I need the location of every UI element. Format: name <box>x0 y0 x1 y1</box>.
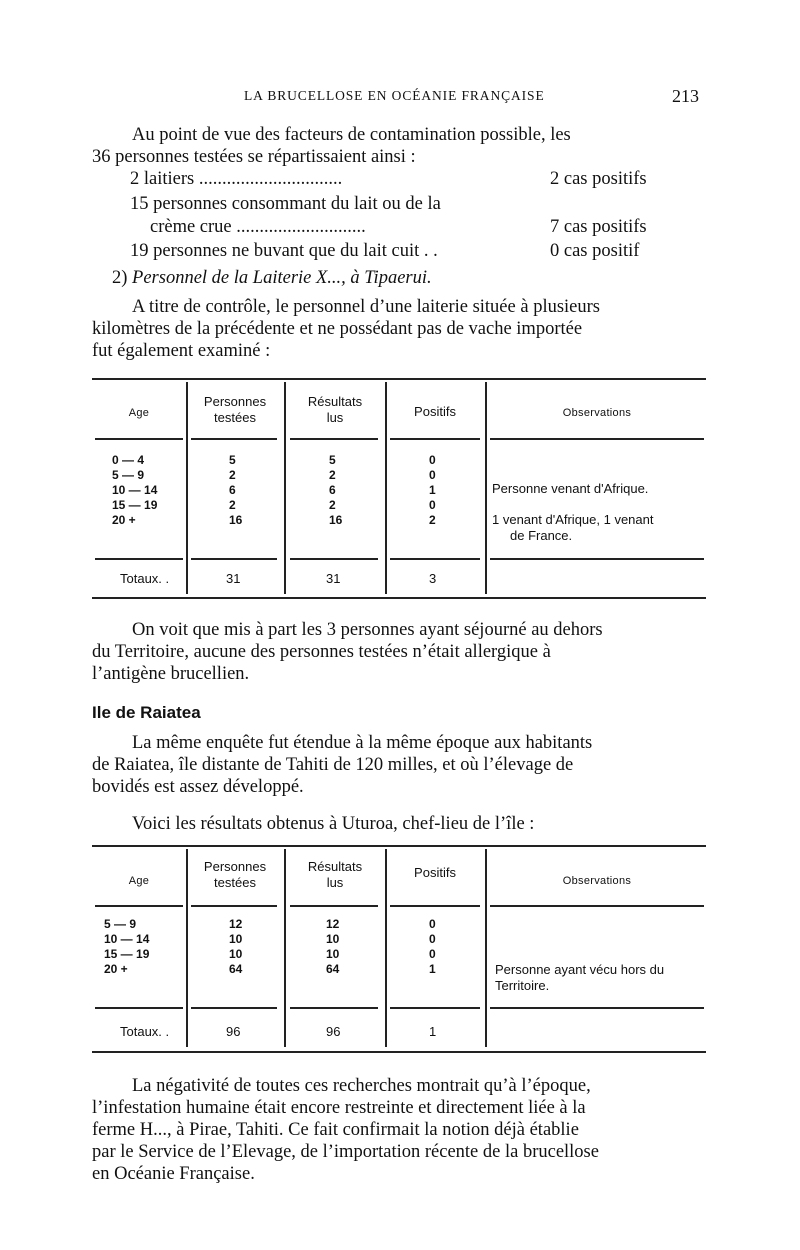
header-age: Age <box>128 407 150 419</box>
header-positives: Positifs <box>414 404 456 419</box>
age-column <box>104 917 149 977</box>
factor-result: 2 cas positifs <box>550 169 647 189</box>
control-line: A titre de contrôle, le personnel d’une laiterie située à plusieurs <box>132 297 600 317</box>
positives-column <box>429 917 436 977</box>
read-cell: 12 <box>326 917 340 931</box>
page-number: 213 <box>672 86 699 106</box>
control-line: fut également examiné : <box>92 341 271 361</box>
raiatea-line: bovidés est assez développé. <box>92 777 304 797</box>
positives-cell: 2 <box>429 513 436 527</box>
tested-cell: 6 <box>229 483 236 497</box>
positives-cell: 1 <box>429 962 436 976</box>
age-cell: 5 — 9 <box>112 468 145 482</box>
raiatea-line: La même enquête fut étendue à la même époque aux habitants <box>132 733 593 753</box>
header-persons: Personnes testées <box>203 859 267 890</box>
factor-label: 15 personnes consommant du lait ou de la <box>130 194 441 214</box>
totals-read: 96 <box>326 1024 341 1039</box>
totals-positives: 3 <box>429 571 437 586</box>
totals-label: Totaux. . <box>120 571 170 586</box>
section-number: 2) <box>112 268 128 288</box>
tested-column <box>229 917 242 977</box>
totals-label: Totaux. . <box>120 1024 170 1039</box>
final-paragraph <box>92 1075 708 1185</box>
island-heading: Ile de Raiatea <box>92 703 201 722</box>
header-observations: Observations <box>562 407 632 419</box>
read-cell: 2 <box>329 468 336 482</box>
intro-line: 36 personnes testées se répartissaient ainsi : <box>92 147 416 167</box>
read-cell: 10 <box>326 932 340 946</box>
age-cell: 15 — 19 <box>112 498 158 512</box>
totals-tested: 96 <box>226 1024 241 1039</box>
factor-label-cont: crème crue ............................ <box>150 217 366 237</box>
header-results: Résultats lus <box>307 394 363 425</box>
factor-result: 0 cas positif <box>550 241 640 261</box>
tested-cell: 16 <box>229 513 243 527</box>
positives-cell: 0 <box>429 932 436 946</box>
totals-positives: 1 <box>429 1024 437 1039</box>
final-line: ferme H..., à Pirae, Tahiti. Ce fait confirmait la notion déjà établie <box>92 1120 579 1140</box>
header-observations: Observations <box>562 875 632 887</box>
read-cell: 2 <box>329 498 336 512</box>
age-cell: 10 — 14 <box>104 932 150 946</box>
raiatea-line: de Raiatea, île distante de Tahiti de 120 milles, et où l’élevage de <box>92 755 574 775</box>
header-persons: Personnes testées <box>203 394 267 425</box>
tested-cell: 2 <box>229 498 236 512</box>
read-cell: 10 <box>326 947 340 961</box>
results-intro: Voici les résultats obtenus à Uturoa, chef-lieu de l’île : <box>132 814 535 834</box>
factor-result: 7 cas positifs <box>550 217 647 237</box>
intro-line: Au point de vue des facteurs de contamination possible, les <box>132 125 571 145</box>
observation-cell: Territoire. <box>495 978 550 993</box>
positives-cell: 0 <box>429 468 436 482</box>
conclusion-line: du Territoire, aucune des personnes testées n’était allergique à <box>92 642 551 662</box>
tested-cell: 10 <box>229 932 243 946</box>
read-column <box>326 917 339 977</box>
observation-cell: de France. <box>510 528 573 543</box>
tested-cell: 64 <box>229 962 243 976</box>
header-age: Age <box>128 875 150 887</box>
age-cell: 0 — 4 <box>112 453 145 467</box>
tested-cell: 2 <box>229 468 236 482</box>
header-results: Résultats lus <box>307 859 363 890</box>
header-positives: Positifs <box>414 865 456 880</box>
positives-cell: 0 <box>429 917 436 931</box>
factor-label: 19 personnes ne buvant que du lait cuit . . <box>130 241 438 261</box>
final-line: l’infestation humaine était encore restreinte et directement liée à la <box>92 1098 586 1118</box>
read-cell: 5 <box>329 453 336 467</box>
age-cell: 20 + <box>112 513 136 527</box>
section-title: Personnel de la Laiterie X..., à Tipaerui. <box>132 268 432 288</box>
positives-cell: 1 <box>429 483 436 497</box>
tested-cell: 10 <box>229 947 243 961</box>
totals-read: 31 <box>326 571 341 586</box>
observation-cell: 1 venant d'Afrique, 1 venant <box>492 512 654 527</box>
conclusion-line: On voit que mis à part les 3 personnes ayant séjourné au dehors <box>132 620 603 640</box>
totals-tested: 31 <box>226 571 241 586</box>
conclusion-line: l’antigène brucellien. <box>92 664 250 684</box>
positives-cell: 0 <box>429 947 436 961</box>
positives-cell: 0 <box>429 453 436 467</box>
control-line: kilomètres de la précédente et ne possédant pas de vache importée <box>92 319 583 339</box>
tested-cell: 5 <box>229 453 236 467</box>
running-title: LA BRUCELLOSE EN OCÉANIE FRANÇAISE <box>244 88 545 103</box>
factor-label: 2 laitiers ............................... <box>130 169 343 189</box>
read-cell: 16 <box>329 513 343 527</box>
age-cell: 15 — 19 <box>104 947 150 961</box>
observation-cell: Personne venant d'Afrique. <box>492 481 649 496</box>
age-cell: 5 — 9 <box>104 917 137 931</box>
read-cell: 64 <box>326 962 340 976</box>
observation-cell: Personne ayant vécu hors du <box>495 962 665 977</box>
tested-cell: 12 <box>229 917 243 931</box>
positives-cell: 0 <box>429 498 436 512</box>
final-line: en Océanie Française. <box>92 1164 255 1184</box>
final-line: par le Service de l’Elevage, de l’importation récente de la brucellose <box>92 1142 599 1162</box>
age-cell: 20 + <box>104 962 128 976</box>
final-line: La négativité de toutes ces recherches montrait qu’à l’époque, <box>132 1076 591 1096</box>
age-cell: 10 — 14 <box>112 483 158 497</box>
read-cell: 6 <box>329 483 336 497</box>
